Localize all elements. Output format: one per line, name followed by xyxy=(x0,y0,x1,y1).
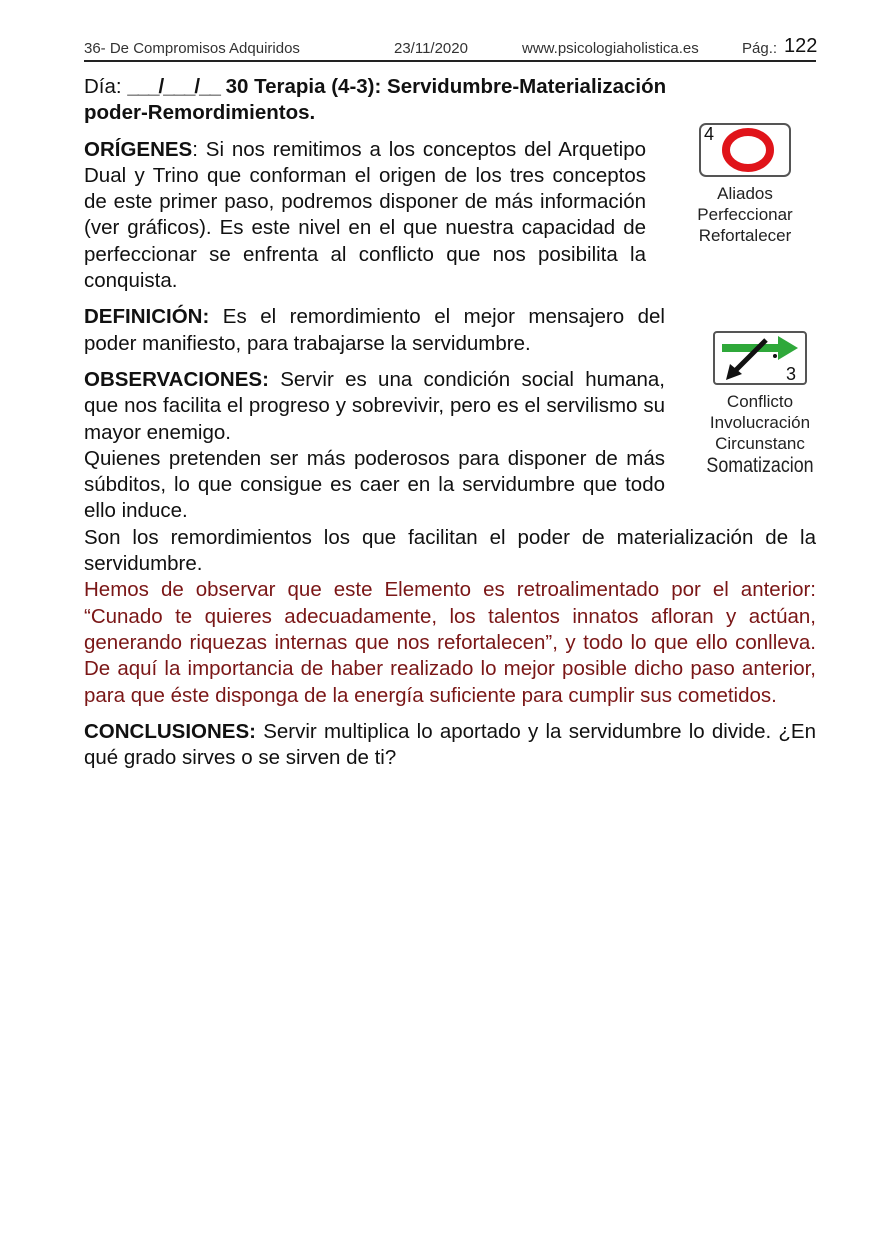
observaciones-label: OBSERVACIONES: xyxy=(84,367,269,391)
figure1-label-aliados: Aliados xyxy=(717,184,773,203)
definicion-paragraph xyxy=(84,304,665,357)
origenes-paragraph xyxy=(84,137,646,295)
figure2-label-circunstanc: Circunstanc xyxy=(715,434,805,453)
observaciones-text1: Servir es una condición social humana, que nos facilita el progreso y sobrevivir, pero es el servilismo su mayor enemigo. xyxy=(84,367,665,444)
observaciones-text2: Quienes pretenden ser más poderosos para disponer de más súbditos, lo que consigue es caer en la servidumbre que todo ello induce. xyxy=(84,446,665,523)
figure2-label-somatizacion: Somatizacion xyxy=(706,454,814,477)
heading-title-line2: poder-Remordimientos. xyxy=(84,101,316,125)
ring-icon xyxy=(698,122,792,178)
figure2-label-involucracion: Involucración xyxy=(709,413,811,432)
header-page-label: Pág.: xyxy=(742,40,778,57)
figure2-label-conflicto: Conflicto xyxy=(726,392,794,411)
figure-conflicto xyxy=(690,330,830,478)
day-label: Día: xyxy=(84,75,122,98)
heading-title-line1: 30 Terapia (4-3): Servidumbre-Materialización xyxy=(225,75,667,98)
figure1-number: 4 xyxy=(704,124,715,144)
conclusiones-paragraph xyxy=(84,719,816,772)
page-header xyxy=(84,35,818,62)
figure2-number: 3 xyxy=(786,364,797,384)
origenes-label: ORÍGENES xyxy=(84,137,193,161)
observaciones-text4: Hemos de observar que este Elemento es retroalimentado por el anterior: “Cunado te quieres adecuadamente, los talentos innatos afloran y actúan, generando riquezas internas que nos refortalecen”, y todo lo que ello conlleva. De aquí la importancia de haber realizado lo mejor posible dicho paso anterior, para que éste disponga de la energía suficiente para cumplir sus cometidos. xyxy=(84,578,816,707)
origenes-text: : Si nos remitimos a los conceptos del Arquetipo Dual y Trino que conforman el origen de los tres conceptos de este primer paso, podremos disponer de más información (ver gráficos). Es este nivel en el que nuestra capacidad de perfeccionar se enfrenta al conflicto que nos posibilita la conquista. xyxy=(84,137,646,293)
definicion-text: Es el remordimiento el mejor mensajero del poder manifiesto, para trabajarse la servidumbre. xyxy=(84,305,665,355)
definicion-label: DEFINICIÓN: xyxy=(84,305,210,329)
header-title: 36- De Compromisos Adquiridos xyxy=(84,40,300,57)
conclusiones-label: CONCLUSIONES: xyxy=(84,719,256,743)
figure1-label-refortalecer: Refortalecer xyxy=(698,226,792,245)
arrow-icon xyxy=(712,330,808,386)
header-date: 23/11/2020 xyxy=(394,40,468,57)
date-blanks: ___/___/__ xyxy=(127,75,220,98)
header-page-number: 122 xyxy=(784,35,818,57)
observaciones-paragraph xyxy=(84,367,665,446)
observaciones-text3: Son los remordimientos los que facilitan el poder de materialización de la servidumbre. xyxy=(84,525,816,576)
heading xyxy=(84,74,816,127)
header-site: www.psicologiaholistica.es xyxy=(522,40,699,57)
conclusiones-text: Servir multiplica lo aportado y la servidumbre lo divide. ¿En qué grado sirves o se sirven de ti? xyxy=(84,719,816,770)
figure-aliados xyxy=(670,122,820,246)
figure1-label-perfeccionar: Perfeccionar xyxy=(697,205,793,224)
